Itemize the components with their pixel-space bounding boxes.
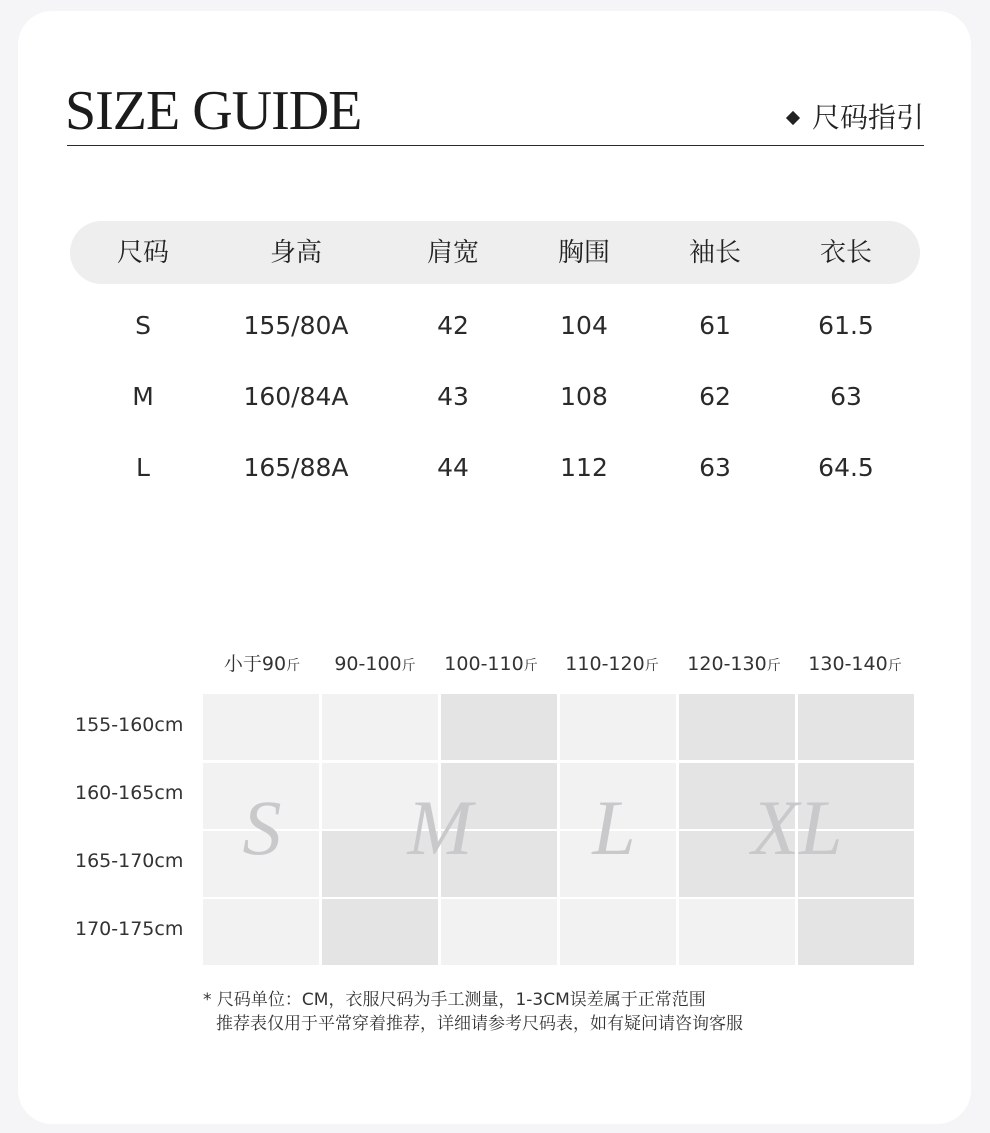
- size-table-header: [70, 221, 920, 284]
- weight-header: 小于90斤: [223, 653, 301, 675]
- height-label: 160-165cm: [75, 782, 184, 804]
- subtitle-label: 尺码指引: [811, 101, 924, 134]
- size-zone-label: XL: [751, 784, 843, 871]
- note-line: 推荐表仅用于平常穿着推荐，详细请参考尺码表，如有疑问请咨询客服: [216, 1014, 743, 1034]
- table-cell: S: [135, 311, 151, 340]
- grid-cell: [560, 899, 676, 965]
- grid-cell: [560, 694, 676, 760]
- weight-header: 100-110斤: [444, 653, 538, 675]
- col-header-height: 身高: [269, 238, 323, 268]
- size-zone-label: L: [592, 784, 636, 871]
- diamond-icon: [786, 111, 800, 125]
- grid-cell: [679, 694, 795, 760]
- weight-header: 130-140斤: [808, 653, 902, 675]
- grid-cell: [322, 694, 438, 760]
- grid-cell: [322, 899, 438, 965]
- grid-cell: [203, 694, 319, 760]
- weight-header: 110-120斤: [565, 653, 659, 675]
- table-cell: 64.5: [818, 453, 874, 482]
- grid-cell: [679, 899, 795, 965]
- table-cell: 108: [560, 382, 608, 411]
- grid-cell: [203, 899, 319, 965]
- size-zone-label: S: [242, 784, 282, 871]
- page-subtitle: [788, 100, 924, 136]
- table-cell: 155/80A: [243, 311, 349, 340]
- table-cell: M: [132, 382, 154, 411]
- title-divider: [67, 145, 924, 146]
- size-zone-label: M: [407, 784, 473, 871]
- table-cell: 63: [830, 382, 862, 411]
- grid-cell: [798, 694, 914, 760]
- page-title: SIZE GUIDE: [65, 80, 362, 142]
- grid-cell: [441, 899, 557, 965]
- weight-header: 90-100斤: [334, 653, 416, 675]
- table-cell: 44: [437, 453, 469, 482]
- table-cell: 63: [699, 453, 731, 482]
- grid-cell: [798, 899, 914, 965]
- grid-cell: [441, 694, 557, 760]
- col-header-chest: 胸围: [557, 238, 611, 268]
- col-header-sleeve: 袖长: [688, 238, 742, 268]
- height-label: 165-170cm: [75, 850, 184, 872]
- table-cell: 62: [699, 382, 731, 411]
- table-cell: 165/88A: [243, 453, 349, 482]
- table-cell: 104: [560, 311, 608, 340]
- col-header-size: 尺码: [116, 238, 170, 268]
- table-cell: 112: [560, 453, 608, 482]
- table-cell: L: [136, 453, 150, 482]
- height-label: 155-160cm: [75, 714, 184, 736]
- table-cell: 43: [437, 382, 469, 411]
- weight-header: 120-130斤: [687, 653, 781, 675]
- table-cell: 61: [699, 311, 731, 340]
- height-label: 170-175cm: [75, 918, 184, 940]
- table-cell: 160/84A: [243, 382, 349, 411]
- table-cell: 61.5: [818, 311, 874, 340]
- col-header-shoulder: 肩宽: [426, 238, 480, 268]
- note-line: * 尺码单位：CM，衣服尺码为手工测量，1-3CM误差属于正常范围: [203, 990, 706, 1010]
- col-header-length: 衣长: [819, 238, 873, 268]
- table-cell: 42: [437, 311, 469, 340]
